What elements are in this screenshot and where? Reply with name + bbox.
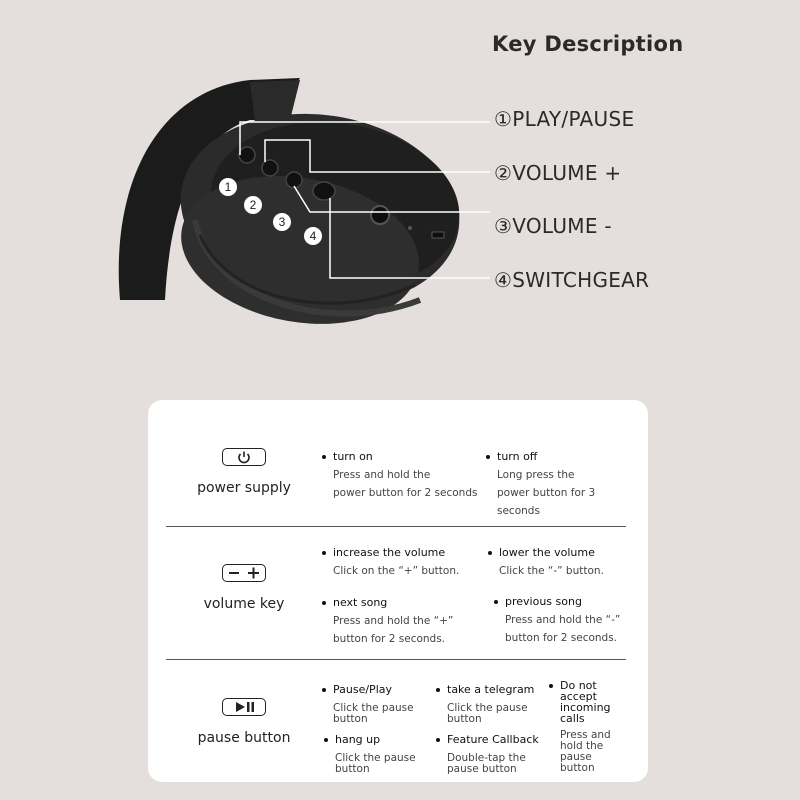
callout-label-2: 2 (249, 198, 257, 212)
turn-off-heading: turn off (497, 448, 626, 466)
hang-up-desc-2: button (335, 763, 370, 775)
increase-volume-heading: increase the volume (333, 544, 459, 562)
pause-play-desc-2: button (333, 713, 368, 725)
volume-down-button-shape (286, 172, 302, 188)
turn-on-desc-1: Press and hold the (333, 469, 431, 481)
previous-song-desc-1: Press and hold the “-” (505, 614, 621, 626)
turn-off-desc-1: Long press the (497, 469, 575, 481)
feature-callback-desc-2: pause button (447, 763, 517, 775)
volume-key-title: volume key (203, 596, 285, 612)
hang-up-heading: hang up (335, 734, 416, 745)
take-telegram-desc-1: Click the pause (447, 702, 528, 714)
lower-volume-desc: Click the “-” button. (499, 565, 604, 577)
divider-1 (166, 526, 626, 527)
increase-volume-desc: Click on the “+” button. (333, 565, 460, 577)
minus-plus-icon (222, 564, 266, 582)
divider-2 (166, 659, 626, 660)
decline-call-heading-2: incoming calls (560, 701, 611, 725)
next-song-heading: next song (333, 594, 453, 612)
pause-play-desc-1: Click the pause (333, 702, 414, 714)
volume-item-next-song (333, 594, 453, 648)
power-supply-title: power supply (197, 480, 291, 496)
next-song-desc-1: Press and hold the “+” (333, 615, 454, 627)
volume-item-increase (333, 544, 459, 580)
power-supply-label-group (166, 448, 322, 496)
key-label-play-pause: ①PLAY/PAUSE (494, 107, 635, 131)
pause-item-feature-callback (447, 734, 539, 775)
take-telegram-heading: take a telegram (447, 683, 535, 696)
key-label-volume-up: ②VOLUME + (494, 161, 622, 185)
turn-on-desc-2: power button for 2 seconds (333, 487, 478, 499)
row-pause-button (166, 678, 626, 778)
row-volume-key (166, 540, 626, 650)
previous-song-desc-2: button for 2 seconds. (505, 632, 618, 644)
next-song-desc-2: button for 2 seconds. (333, 633, 446, 645)
power-item-turn-on (333, 448, 477, 502)
pause-button-title: pause button (197, 730, 291, 746)
pause-item-pause-play (333, 684, 414, 725)
key-label-volume-down: ③VOLUME - (494, 214, 612, 238)
decline-call-desc-2: pause button (560, 751, 595, 774)
feature-callback-heading: Feature Callback (447, 733, 539, 746)
play-pause-icon (222, 698, 266, 716)
pause-item-hang-up (335, 734, 416, 775)
hang-up-desc-1: Click the pause (335, 752, 416, 764)
previous-song-heading: previous song (505, 593, 620, 611)
play-pause-button-shape (239, 147, 255, 163)
decline-call-desc-1: Press and hold the (560, 729, 611, 752)
lower-volume-heading: lower the volume (499, 544, 604, 562)
volume-item-previous-song (505, 593, 620, 647)
volume-item-lower (499, 544, 604, 580)
pause-item-decline-call (560, 680, 626, 774)
switchgear-button-shape (313, 182, 335, 200)
volume-up-button-shape (262, 160, 278, 176)
headphone-illustration (0, 0, 800, 390)
key-description-title: Key Description (492, 32, 684, 56)
turn-off-desc-2: power button for 3 seconds (497, 487, 596, 517)
instructions-card (148, 400, 648, 782)
key-label-switchgear: ④SWITCHGEAR (494, 268, 650, 292)
decline-call-heading-1: Do not accept (560, 680, 626, 702)
key-description-section (0, 0, 800, 390)
feature-callback-desc-1: Double-tap the (447, 752, 526, 764)
take-telegram-desc-2: button (447, 713, 482, 725)
power-icon (222, 448, 266, 466)
callout-label-3: 3 (278, 215, 286, 229)
volume-key-label-group (166, 564, 322, 612)
turn-on-heading: turn on (333, 448, 477, 466)
row-power-supply (166, 444, 626, 524)
power-item-turn-off (497, 448, 626, 520)
pause-button-label-group (166, 698, 322, 746)
callout-label-1: 1 (224, 180, 232, 194)
pause-play-heading: Pause/Play (333, 684, 414, 695)
callout-label-4: 4 (309, 229, 317, 243)
pause-item-take-telegram (447, 684, 534, 725)
